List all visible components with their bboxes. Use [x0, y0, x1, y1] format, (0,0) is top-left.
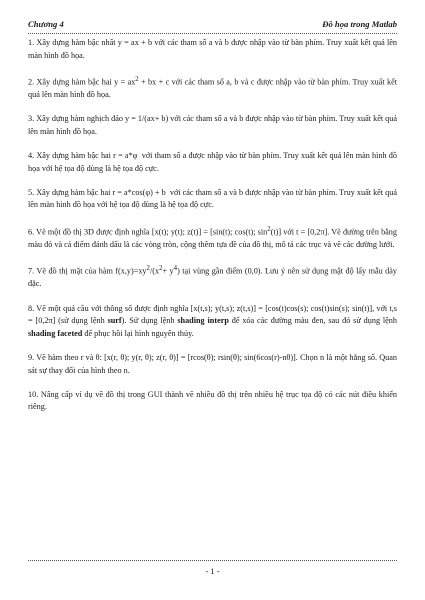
exercise-item: 10. Nâng cấp ví dụ vẽ đồ thị trong GUI thành vẽ nhiều đồ thị trên nhiều hệ trục tọa độ có các nút điều khiển riêng. [28, 389, 397, 412]
exercise-item: 1. Xây dựng hàm bậc nhất y = ax + b với các tham số a và b được nhập vào từ bàn phím. Truy xuất kết quả lên màn hình đồ họa. [28, 38, 397, 60]
exercise-item: 6. Vẽ một đồ thị 3D được định nghĩa [x(t); y(t); z(t)] = [sin(t); cos(t); $\sin^2(t)$] với t = [0,2π]. Vẽ đường trên bằng màu đỏ và cả điểm đánh dấu là các vòng tròn, cộng thêm tựa đề của đồ thị, mô tả các trục và vẽ các đường lưới. [28, 225, 397, 249]
exercise-item: 3. Xây dựng hàm nghịch đảo y = 1/(ax+ b) với các tham số a và b được nhập vào từ bàn phím. Truy xuất kết quả lên màn hình đồ họa. [28, 114, 397, 136]
exercise-item: 8. Vẽ một quả cầu với thông số được định nghĩa [x(t,s); y(t,s); z(t,s)] = [cos(t)cos(s); cos(t)sin(s); sin(t)], với t,s = [0,2π] (sử dụng lệnh surf). Sử dụng lệnh shading interp để xóa các đường màu đen, sau đó sử dụng lệnh shading faceted để phục hồi lại hình nguyên thủy. [28, 303, 397, 338]
page-number: - 1 - [205, 566, 220, 576]
exercise-item: 2. Xây dựng hàm bậc hai $y = ax^2$ + bx + c với các tham số a, b và c được nhập vào từ bàn phím. Truy xuất kết quả lên màn hình đồ họa. [28, 75, 397, 100]
exercise-item: 9. Vẽ hàm theo r và θ: [x(r, θ); y(r, θ); z(r, θ)] = [rcos(θ); rsin(θ); sin(6cos(r)-nθ)]. Chọn n là một hằng số. Quan sát sự thay đổi của hình theo n. [28, 353, 397, 375]
header-divider [28, 33, 397, 34]
exercise-item: 7. Vẽ đồ thị mặt của hàm $f(x,y)=xy^2/(x^2+ y^4)$ tại vùng gần điểm (0,0). Lưu ý nên sử dụng mật độ lấy mẫu dày đặc. [28, 265, 397, 289]
document-title: Đồ họa trong Matlab [322, 19, 397, 29]
page-header [28, 19, 397, 33]
chapter-title: Chương 4 [28, 19, 64, 29]
exercise-list [28, 37, 397, 426]
exercise-item: 4. Xây dựng hàm bậc hai r = a*φ với tham số a được nhập vào từ bàn phím. Truy xuất kết quả lên màn hình đồ họa với hệ tọa độ dùng là hệ tọa độ cực. [28, 151, 397, 173]
footer-divider [28, 560, 397, 561]
exercise-item: 5. Xây dựng hàm bậc hai r = a*cos(φ) + b với các tham số a và b được nhập vào từ bàn phím. Truy xuất kết quả lên màn hình đồ họa với hệ tọa độ dùng là hệ tọa độ cực. [28, 187, 397, 210]
